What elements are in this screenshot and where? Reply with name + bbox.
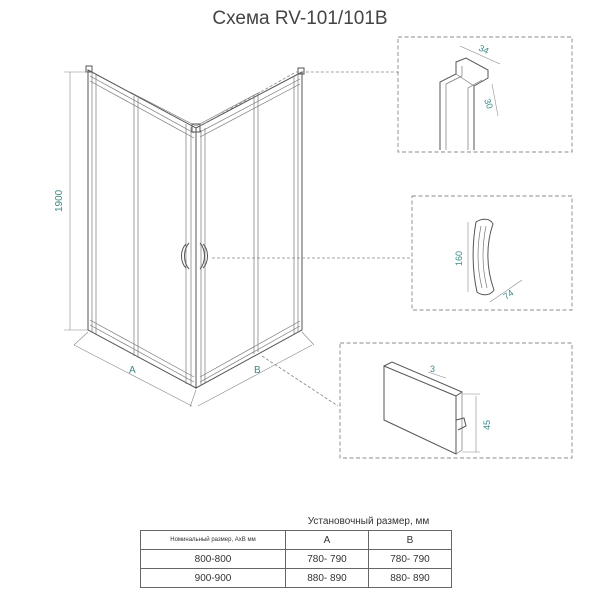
tray-dim-3-label: 3 — [430, 364, 436, 374]
handle-dim-160-label: 160 — [454, 250, 464, 266]
b-dim-label: B — [254, 365, 261, 376]
right-header-bar — [196, 92, 260, 126]
profile-edge — [456, 74, 474, 86]
tray-top — [384, 362, 462, 396]
table-row-label: Номинальный размер, АхВ мм — [141, 531, 286, 550]
tray-face — [384, 366, 456, 454]
table-cell-size: 800-800 — [141, 550, 286, 569]
table-row — [141, 550, 452, 569]
detail-profile — [398, 37, 572, 152]
height-dim-label: 1900 — [54, 189, 65, 212]
table-col-b: B — [369, 531, 452, 550]
a-ext-1 — [74, 332, 88, 345]
table-cell-b: 780- 790 — [369, 550, 452, 569]
tray-notch — [456, 418, 466, 430]
detail-handle — [412, 196, 572, 310]
profile-dim-30-label: 30 — [482, 97, 495, 111]
tray-dim-45-label: 45 — [482, 419, 492, 430]
b-ext — [302, 332, 314, 345]
profile-dim-34-label: 34 — [477, 42, 491, 57]
left-bottom-rail — [90, 325, 194, 382]
handle-body — [473, 219, 494, 295]
right-bottom-rail — [200, 326, 300, 382]
table-col-a: A — [286, 531, 369, 550]
table-group-header-row — [141, 512, 452, 531]
left-door-handle-inner — [185, 243, 190, 269]
leader-profile — [200, 72, 400, 126]
table-cell-a: 880- 890 — [286, 569, 369, 588]
handle-inner-line — [478, 226, 482, 288]
a-dim-label: A — [129, 365, 136, 376]
right-bottom-rail-2 — [200, 321, 300, 377]
table-cell-a: 780- 790 — [286, 550, 369, 569]
detail-tray — [340, 343, 572, 458]
right-panel-outline — [196, 72, 302, 388]
table-cell-size: 900-900 — [141, 569, 286, 588]
profile-inner-2 — [468, 80, 482, 150]
handle-dim-74-label: 74 — [501, 287, 516, 302]
table-header-row — [141, 531, 452, 550]
diagram-title: Схема RV-101/101В — [212, 8, 388, 29]
right-top-rail-2 — [200, 84, 300, 137]
a-ext-2 — [190, 390, 196, 407]
right-top-rail — [200, 79, 300, 132]
size-table — [140, 512, 452, 588]
table-row — [141, 569, 452, 588]
profile-inner-1 — [446, 66, 462, 150]
table-cell-b: 880- 890 — [369, 569, 452, 588]
left-bottom-rail-2 — [90, 320, 194, 377]
table-group-header: Установочный размер, мм — [307, 515, 430, 527]
leader-tray — [262, 356, 338, 406]
shower-enclosure — [86, 66, 304, 388]
left-top-rail-2 — [90, 81, 194, 138]
profile-body — [440, 58, 488, 150]
left-door-handle — [182, 244, 187, 268]
tray-side — [456, 392, 462, 454]
left-top-rail — [90, 76, 194, 133]
handle-inner-line-2 — [483, 226, 487, 288]
main-dimensions — [54, 72, 314, 407]
